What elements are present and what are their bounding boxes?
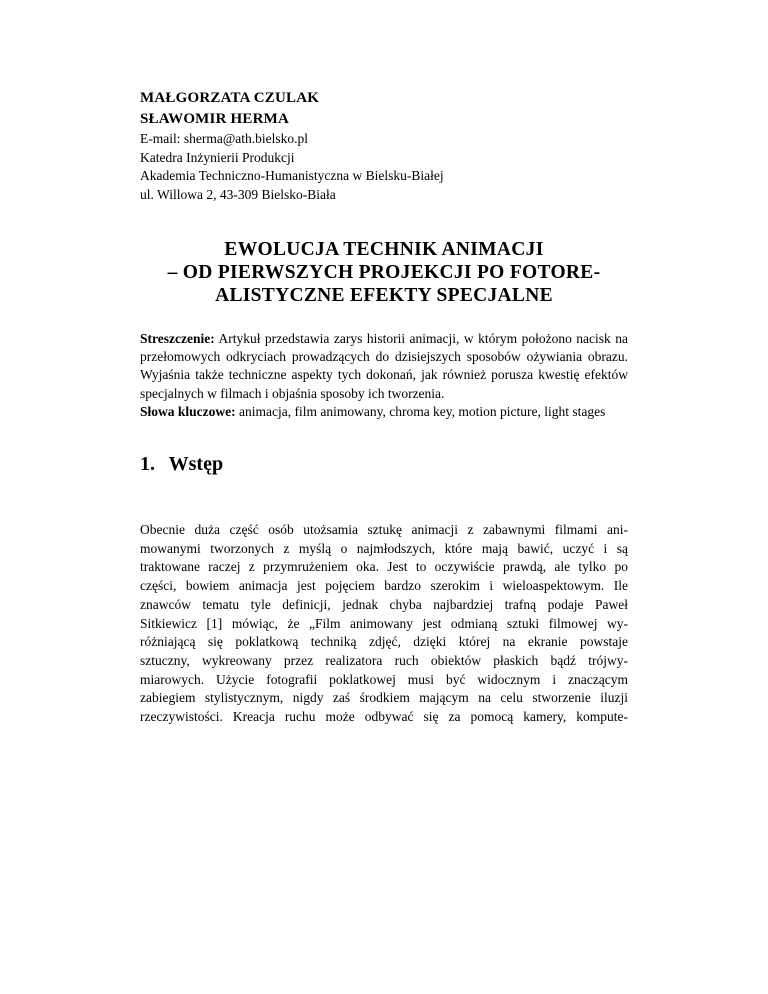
keywords-text: animacja, film animowany, chroma key, motion picture, light stages xyxy=(235,403,606,419)
abstract-label: Streszczenie: xyxy=(140,331,215,346)
author-university: Akademia Techniczno-Humanistyczna w Bielsku-Białej xyxy=(140,168,444,183)
title-line: EWOLUCJA TECHNIK ANIMACJI xyxy=(224,239,544,260)
body-line: miarowych. Użycie fotografii poklatkowej musi być widocznym i znaczącym xyxy=(140,671,628,687)
body-line: Sitkiewicz [1] mówiąc, że „Film animowany jest odmianą sztuki filmowej wy- xyxy=(140,615,628,631)
abstract-paragraph xyxy=(140,330,628,403)
body-line: części, bowiem animacja jest pojęciem bardzo szerokim i wieloaspektowym. Ile xyxy=(140,578,628,594)
title-line: ALISTYCZNE EFEKTY SPECJALNE xyxy=(215,285,553,306)
author-email: E-mail: sherma@ath.bielsko.pl xyxy=(140,131,309,146)
keywords-paragraph xyxy=(140,403,628,421)
author-name: MAŁGORZATA CZULAK xyxy=(140,90,320,106)
author-name: SŁAWOMIR HERMA xyxy=(140,111,290,127)
abstract-block xyxy=(140,330,628,421)
section-number: 1. xyxy=(140,453,155,475)
body-line: różniającą się poklatkową techniką zdjęć, dzięki której na ekranie powstaje xyxy=(140,634,628,650)
body-line: rzeczywistości. Kreacja ruchu może odbywać się za pomocą kamery, kompute- xyxy=(140,709,628,725)
author-block xyxy=(140,88,640,204)
author-address: ul. Willowa 2, 43-309 Bielsko-Biała xyxy=(140,186,336,202)
section-heading xyxy=(140,453,223,476)
body-line: znawców tematu tyle definicji, jednak chyba najbardziej trafną podaje Paweł xyxy=(140,596,628,612)
body-line: traktowane raczej z przymrużeniem oka. Jest to oczywiście prawdą, ale tylko po xyxy=(140,559,628,575)
body-text xyxy=(140,521,628,727)
paper-title xyxy=(140,238,628,307)
keywords-label: Słowa kluczowe: xyxy=(140,403,236,419)
body-line: mowanymi tworzonych z myślą o najmłodszych, które mają bawić, uczyć i są xyxy=(140,540,628,556)
title-line: – OD PIERWSZYCH PROJEKCJI PO FOTORE- xyxy=(167,262,601,283)
section-title: Wstęp xyxy=(168,453,224,475)
body-line: zabiegiem stylistycznym, nigdy zaś środkiem mającym na celu stworzenie iluzji xyxy=(140,690,628,706)
abstract-text: Artykuł przedstawia zarys historii animacji, w którym położono nacisk na przełomowych odkryciach prowadzących do dzisiejszych sposobów ożywiania obrazu. Wyjaśnia także techniczne aspekty tych dokonań, jak również porusza kwestię efektów specjalnych w filmach i objaśnia sposoby ich tworzenia. xyxy=(140,331,628,401)
body-line: Obecnie duża część osób utożsamia sztukę animacji z zabawnymi filmami ani- xyxy=(140,522,628,537)
body-line: sztuczny, wykreowany przez realizatora ruch obiektów płaskich bądź trójwy- xyxy=(140,652,628,668)
author-department: Katedra Inżynierii Produkcji xyxy=(140,149,295,165)
